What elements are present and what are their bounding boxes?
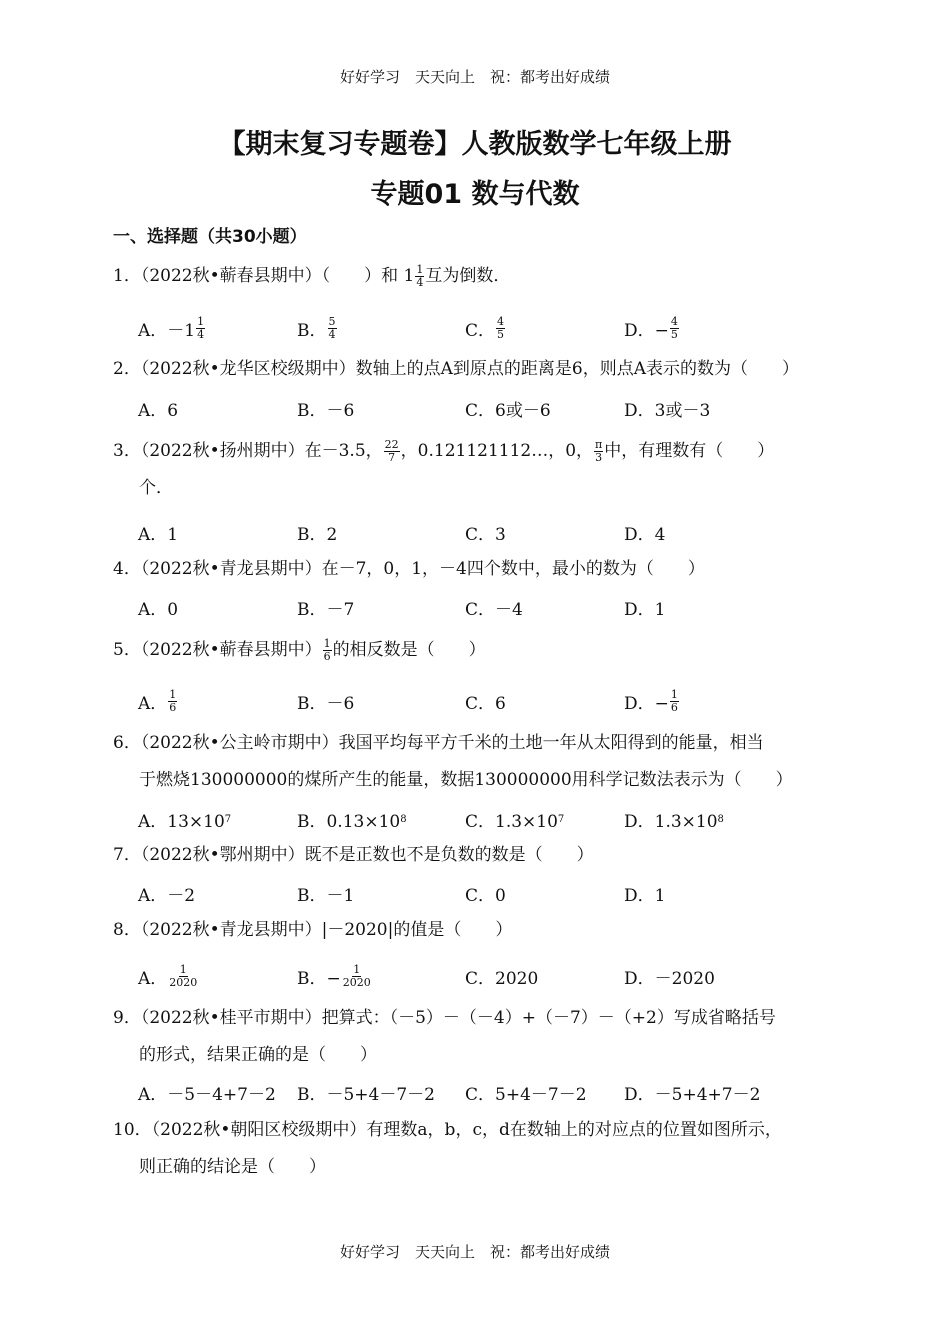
page-header: 好好学习 天天向上 祝：都考出好成绩 bbox=[339, 68, 610, 86]
option-b: B．－5+4－7－2 bbox=[297, 1084, 436, 1105]
option-d: D．− $\frac{4}{5}$ bbox=[624, 314, 678, 341]
option-b: B．2 bbox=[297, 524, 338, 545]
option-b: B．0.13×10 8 bbox=[297, 811, 407, 832]
question-7: 7．（2022秋•鄂州期中）既不是正数也不是负数的数是（ ） bbox=[113, 845, 594, 865]
question-8-options bbox=[138, 961, 858, 991]
option-c: C．0 bbox=[465, 885, 506, 906]
question-4: 4．（2022秋•青龙县期中）在－7，0，1，－4四个数中，最小的数为（ ） bbox=[113, 559, 705, 579]
option-d: D．1 bbox=[624, 599, 666, 620]
question-2-options bbox=[138, 393, 858, 423]
option-a: A． $\frac{1}{6}$ bbox=[138, 687, 177, 714]
option-d: D．－2020 bbox=[624, 968, 715, 989]
option-b: B．－1 bbox=[297, 885, 355, 906]
option-b: B．－6 bbox=[297, 693, 355, 714]
option-d: D．4 bbox=[624, 524, 666, 545]
option-c: C．6 bbox=[465, 693, 506, 714]
question-5: 5．（2022秋•蕲春县期中） $\frac{1}{6}$ 的相反数是（ ） bbox=[113, 637, 486, 663]
option-d: D．1 bbox=[624, 885, 666, 906]
option-a: A．－2 bbox=[138, 885, 196, 906]
option-c: C．3 bbox=[465, 524, 506, 545]
page-subtitle: 专题01 数与代数 bbox=[370, 179, 580, 210]
question-3-options bbox=[138, 517, 858, 547]
option-c: C．1.3×10 7 bbox=[465, 811, 565, 832]
option-b: B．− $\frac{1}{2020}$ bbox=[297, 962, 371, 989]
option-b: B． $\frac{5}{4}$ bbox=[297, 314, 336, 341]
option-a: A．－1 $\frac{1}{4}$ bbox=[138, 314, 205, 341]
option-d: D．− $\frac{1}{6}$ bbox=[624, 687, 678, 714]
option-a: A．13×10 7 bbox=[138, 811, 232, 832]
page-footer: 好好学习 天天向上 祝：都考出好成绩 bbox=[339, 1243, 610, 1261]
question-4-options bbox=[138, 592, 858, 622]
question-9: 9．（2022秋•桂平市期中）把算式：（－5）－（－4）+（－7）－（+2）写成省略括号 的形式，结果正确的是（ ） bbox=[113, 1008, 776, 1065]
option-c: C．6或－6 bbox=[465, 400, 551, 421]
option-a: A．0 bbox=[138, 599, 179, 620]
question-8: 8．（2022秋•青龙县期中）|－2020|的值是（ ） bbox=[113, 920, 513, 940]
fraction: $\frac{1}{4}$ bbox=[416, 263, 424, 289]
question-5-options bbox=[138, 686, 858, 716]
option-d: D．3或－3 bbox=[624, 400, 711, 421]
question-1-options bbox=[138, 313, 858, 343]
question-9-options bbox=[138, 1077, 858, 1107]
question-10: 10．（2022秋•朝阳区校级期中）有理数a，b，c，d在数轴上的对应点的位置如图所示， 则正确的结论是（ ） bbox=[113, 1120, 782, 1177]
option-b: B．－7 bbox=[297, 599, 355, 620]
question-7-options bbox=[138, 878, 858, 908]
option-c: C．2020 bbox=[465, 968, 539, 989]
option-c: C． $\frac{4}{5}$ bbox=[465, 314, 505, 341]
option-c: C．－4 bbox=[465, 599, 523, 620]
option-b: B．－6 bbox=[297, 400, 355, 421]
option-d: D．－5+4+7－2 bbox=[624, 1084, 761, 1105]
question-6: 6．（2022秋•公主岭市期中）我国平均每平方千米的土地一年从太阳得到的能量，相当 于燃烧130000000的煤所产生的能量，数据130000000用科学记数法表示为（ ） bbox=[113, 733, 793, 790]
option-a: A．－5－4+7－2 bbox=[138, 1084, 276, 1105]
question-1: 1．（2022秋•蕲春县期中）（ ）和 1 $\frac{1}{4}$ 互为倒数． bbox=[113, 263, 511, 289]
question-2: 2．（2022秋•龙华区校级期中）数轴上的点A到原点的距离是6，则点A表示的数为（ ） bbox=[113, 359, 799, 379]
option-a: A． $\frac{1}{2020}$ bbox=[138, 962, 198, 989]
option-c: C．5+4－7－2 bbox=[465, 1084, 587, 1105]
question-6-options bbox=[138, 804, 858, 834]
question-3: 3．（2022秋•扬州期中）在－3.5， $\frac{22}{7}$ ，0.121121112…，0， $\frac{\pi}{3}$ 中，有理数有（ ） 个． bbox=[113, 438, 775, 498]
option-a: A．6 bbox=[138, 400, 179, 421]
section-heading: 一、选择题（共30小题） bbox=[113, 227, 307, 247]
option-d: D．1.3×10 8 bbox=[624, 811, 724, 832]
option-a: A．1 bbox=[138, 524, 179, 545]
page-title: 【期末复习专题卷】人教版数学七年级上册 bbox=[218, 129, 732, 160]
